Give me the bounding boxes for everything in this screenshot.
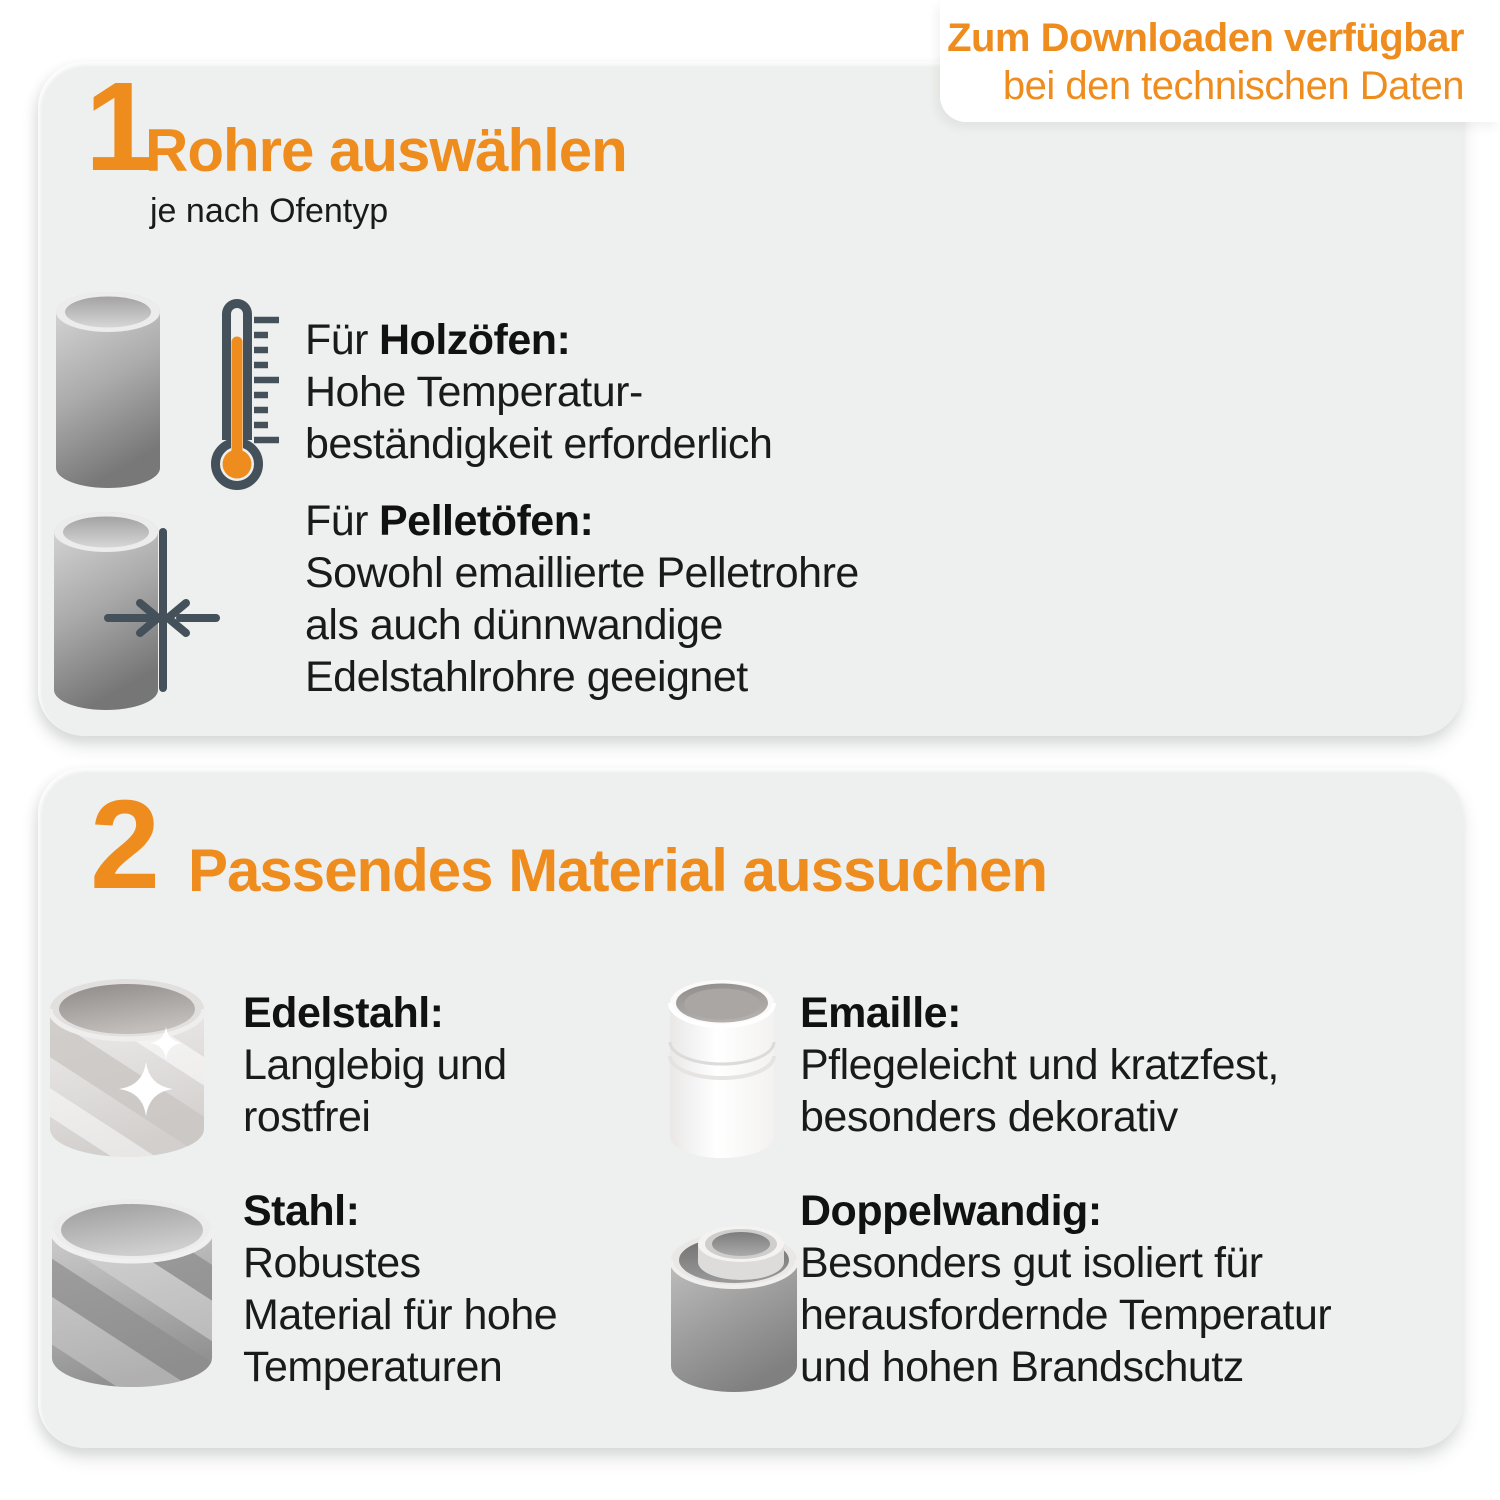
thermometer-icon <box>195 294 283 500</box>
step1-subtitle: je nach Ofentyp <box>150 192 389 230</box>
step2-panel <box>38 768 1463 1448</box>
item-line: Langlebig und <box>243 1041 507 1089</box>
item-line: besonders dekorativ <box>800 1093 1178 1141</box>
item-term-line <box>243 987 507 1039</box>
item-line: rostfrei <box>243 1093 371 1141</box>
steel-pipe-icon <box>48 1196 216 1392</box>
double-wall-pipe-icon <box>668 1198 803 1394</box>
pelletoefen-text <box>305 495 859 703</box>
item-term: Holzöfen: <box>379 316 571 364</box>
item-line: Sowohl emaillierte Pelletrohre <box>305 549 859 597</box>
item-term: Pelletöfen: <box>379 497 594 545</box>
step2-number: 2 <box>90 774 159 915</box>
item-term-line <box>305 495 859 547</box>
edelstahl-text <box>243 987 507 1143</box>
item-line: beständigkeit erforderlich <box>305 420 773 468</box>
item-line: Pflegeleicht und kratzfest, <box>800 1041 1279 1089</box>
item-line: Temperaturen <box>243 1343 503 1391</box>
step2-title: Passendes Material aussuchen <box>188 837 1048 904</box>
item-term: Edelstahl: <box>243 989 444 1037</box>
download-badge-line2: bei den technischen Daten <box>1002 64 1464 108</box>
doppelwandig-text <box>800 1185 1331 1393</box>
stove-pipe-icon <box>52 288 164 490</box>
item-line: Edelstahlrohre geeignet <box>305 653 748 701</box>
item-term: Doppelwandig: <box>800 1187 1102 1235</box>
item-line: herausfordernde Temperatur <box>800 1291 1332 1339</box>
item-term-line <box>305 314 772 366</box>
enamel-pipe-icon <box>666 978 778 1162</box>
item-line: als auch dünnwandige <box>305 601 723 649</box>
item-line: Besonders gut isoliert für <box>800 1239 1263 1287</box>
pipe-wall-thickness-icon <box>50 506 222 722</box>
download-badge <box>940 0 1500 122</box>
item-term-line <box>243 1185 557 1237</box>
item-lead: Für <box>305 316 368 364</box>
item-term: Emaille: <box>800 989 961 1037</box>
item-line: und hohen Brandschutz <box>800 1343 1244 1391</box>
item-term-line <box>800 987 1279 1039</box>
stainless-steel-pipe-icon <box>46 977 208 1161</box>
download-badge-line1: Zum Downloaden verfügbar <box>947 16 1464 60</box>
item-lead: Für <box>305 497 368 545</box>
emaille-text <box>800 987 1279 1143</box>
holzoefen-text <box>305 314 772 470</box>
item-term-line <box>800 1185 1331 1237</box>
item-line: Hohe Temperatur- <box>305 368 643 416</box>
item-line: Material für hohe <box>243 1291 558 1339</box>
step1-number: 1 <box>85 56 154 197</box>
stahl-text <box>243 1185 557 1393</box>
item-line: Robustes <box>243 1239 421 1287</box>
item-term: Stahl: <box>243 1187 360 1235</box>
step1-title: Rohre auswählen <box>145 117 627 184</box>
step1-panel <box>38 56 1463 736</box>
